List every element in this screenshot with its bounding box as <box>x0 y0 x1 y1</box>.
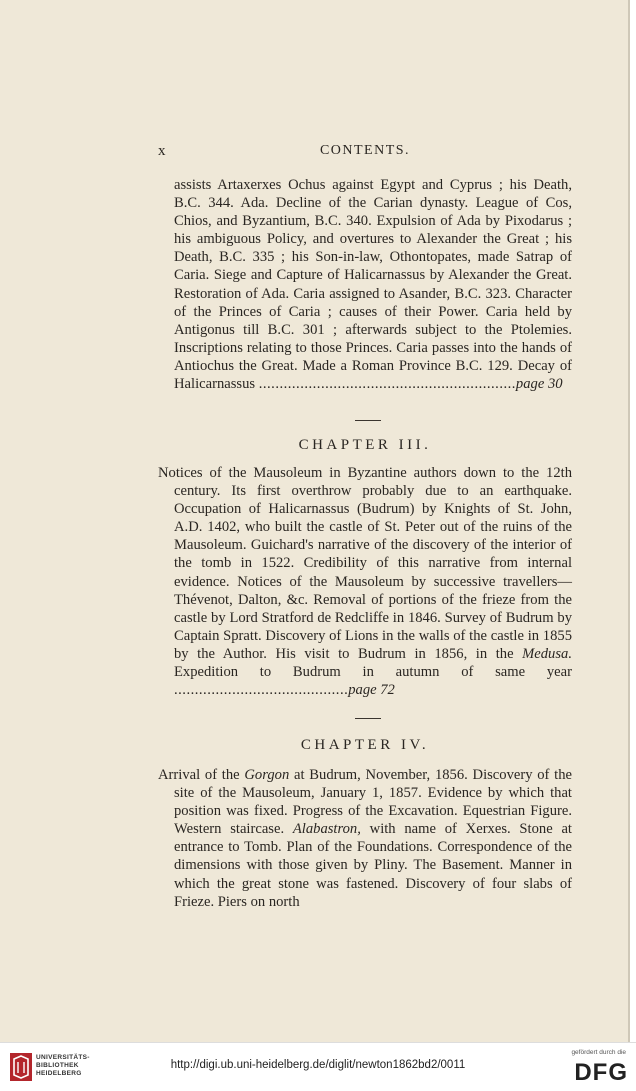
funder-caption: gefördert durch die <box>571 1049 626 1056</box>
chapter-3-heading: CHAPTER III. <box>298 437 432 453</box>
chapter-3-summary <box>158 464 572 699</box>
leader-dots: .............................................................. <box>258 376 516 393</box>
term-alabastron: Alabastron, <box>292 821 361 838</box>
running-head: CONTENTS. <box>319 143 411 158</box>
ship-name-medusa: Medusa. <box>522 645 572 662</box>
chapter-4-paragraph: Arrival of the Gorgon at Budrum, November, 1856. Discovery of the site of the Mausoleum, January 1, 1857. Evidence by which that position was fixed. Progress of the Excavation. Equestrian Figure. Western staircase. Alabastron, with name of Xerxes. Stone at entrance to Tomb. Plan of the Foundations. Correspondence of the dimensions with those given by Pliny. The Basement. Manner in which the great stone was fastened. Discovery of four slabs of Frieze. Piers on north <box>158 767 573 910</box>
chapter2-continuation <box>158 176 572 393</box>
page-reference: page 72 <box>348 682 395 699</box>
page-header <box>158 143 572 163</box>
section-divider <box>355 718 381 719</box>
chapter-3-paragraph: Notices of the Mausoleum in Byzantine authors down to the 12th century. Its first overthrow probably due to an earthquake. Occupation of Halicarnassus (Budrum) by Knights of St. John, A.D. 1402, who built the castle of St. Peter out of the ruins of the Mausoleum. Guichard's narrative of the discovery of the interior of the tomb in 1522. Credibility of this narrative from internal evidence. Notices of the Mausoleum by successive travellers—Thévenot, Dalton, &c. Removal of portions of the frieze from the castle by Lord Stratford de Redcliffe in 1846. Survey of Budrum by Captain Spratt. Discovery of Lions in the walls of the castle in 1855 by the Author. His visit to Budrum in 1856, in the Medusa. Expedition to Budrum in autumn of same year ..........................................page 72 <box>158 465 572 699</box>
university-library-name: UNIVERSITÄTS- BIBLIOTHEK HEIDELBERG <box>36 1054 90 1077</box>
permalink-url[interactable]: http://digi.ub.uni-heidelberg.de/diglit/newton1862bd2/0011 <box>170 1059 466 1071</box>
section-divider <box>355 420 381 421</box>
continuation-paragraph: assists Artaxerxes Ochus against Egypt and Cyprus ; his Death, B.C. 344. Ada. Decline of the Carian dynasty. League of Cos, Chios, and Byzantium, B.C. 340. Expulsion of Ada by Pixodarus ; his ambiguous Policy, and overtures to Alexander the Great ; his Death, B.C. 335 ; his Son-in-law, Othontopates, made Satrap of Caria. Siege and Capture of Halicarnassus by Alexander the Great. Restoration of Ada. Caria assigned to Asander, B.C. 323. Character of the Princes of Caria ; causes of their Power. Caria held by Antigonus till B.C. 301 ; afterwards subject to the Ptolemies. Inscriptions relating to those Princes. Caria passes into the hands of Antiochus the Great. Made a Roman Province B.C. 129. Decay of Halicarnassus ..............................................................page 30 <box>174 177 572 393</box>
dfg-logo: DFG <box>574 1059 628 1086</box>
page-number: x <box>158 143 167 159</box>
page-reference: page 30 <box>515 376 563 393</box>
chapter-4-summary <box>158 766 572 911</box>
chapter-4-heading: CHAPTER IV. <box>300 737 430 753</box>
leader-dots: .......................................... <box>174 682 349 699</box>
viewer-footer <box>0 1042 636 1091</box>
ship-name-gorgon: Gorgon <box>244 767 290 783</box>
